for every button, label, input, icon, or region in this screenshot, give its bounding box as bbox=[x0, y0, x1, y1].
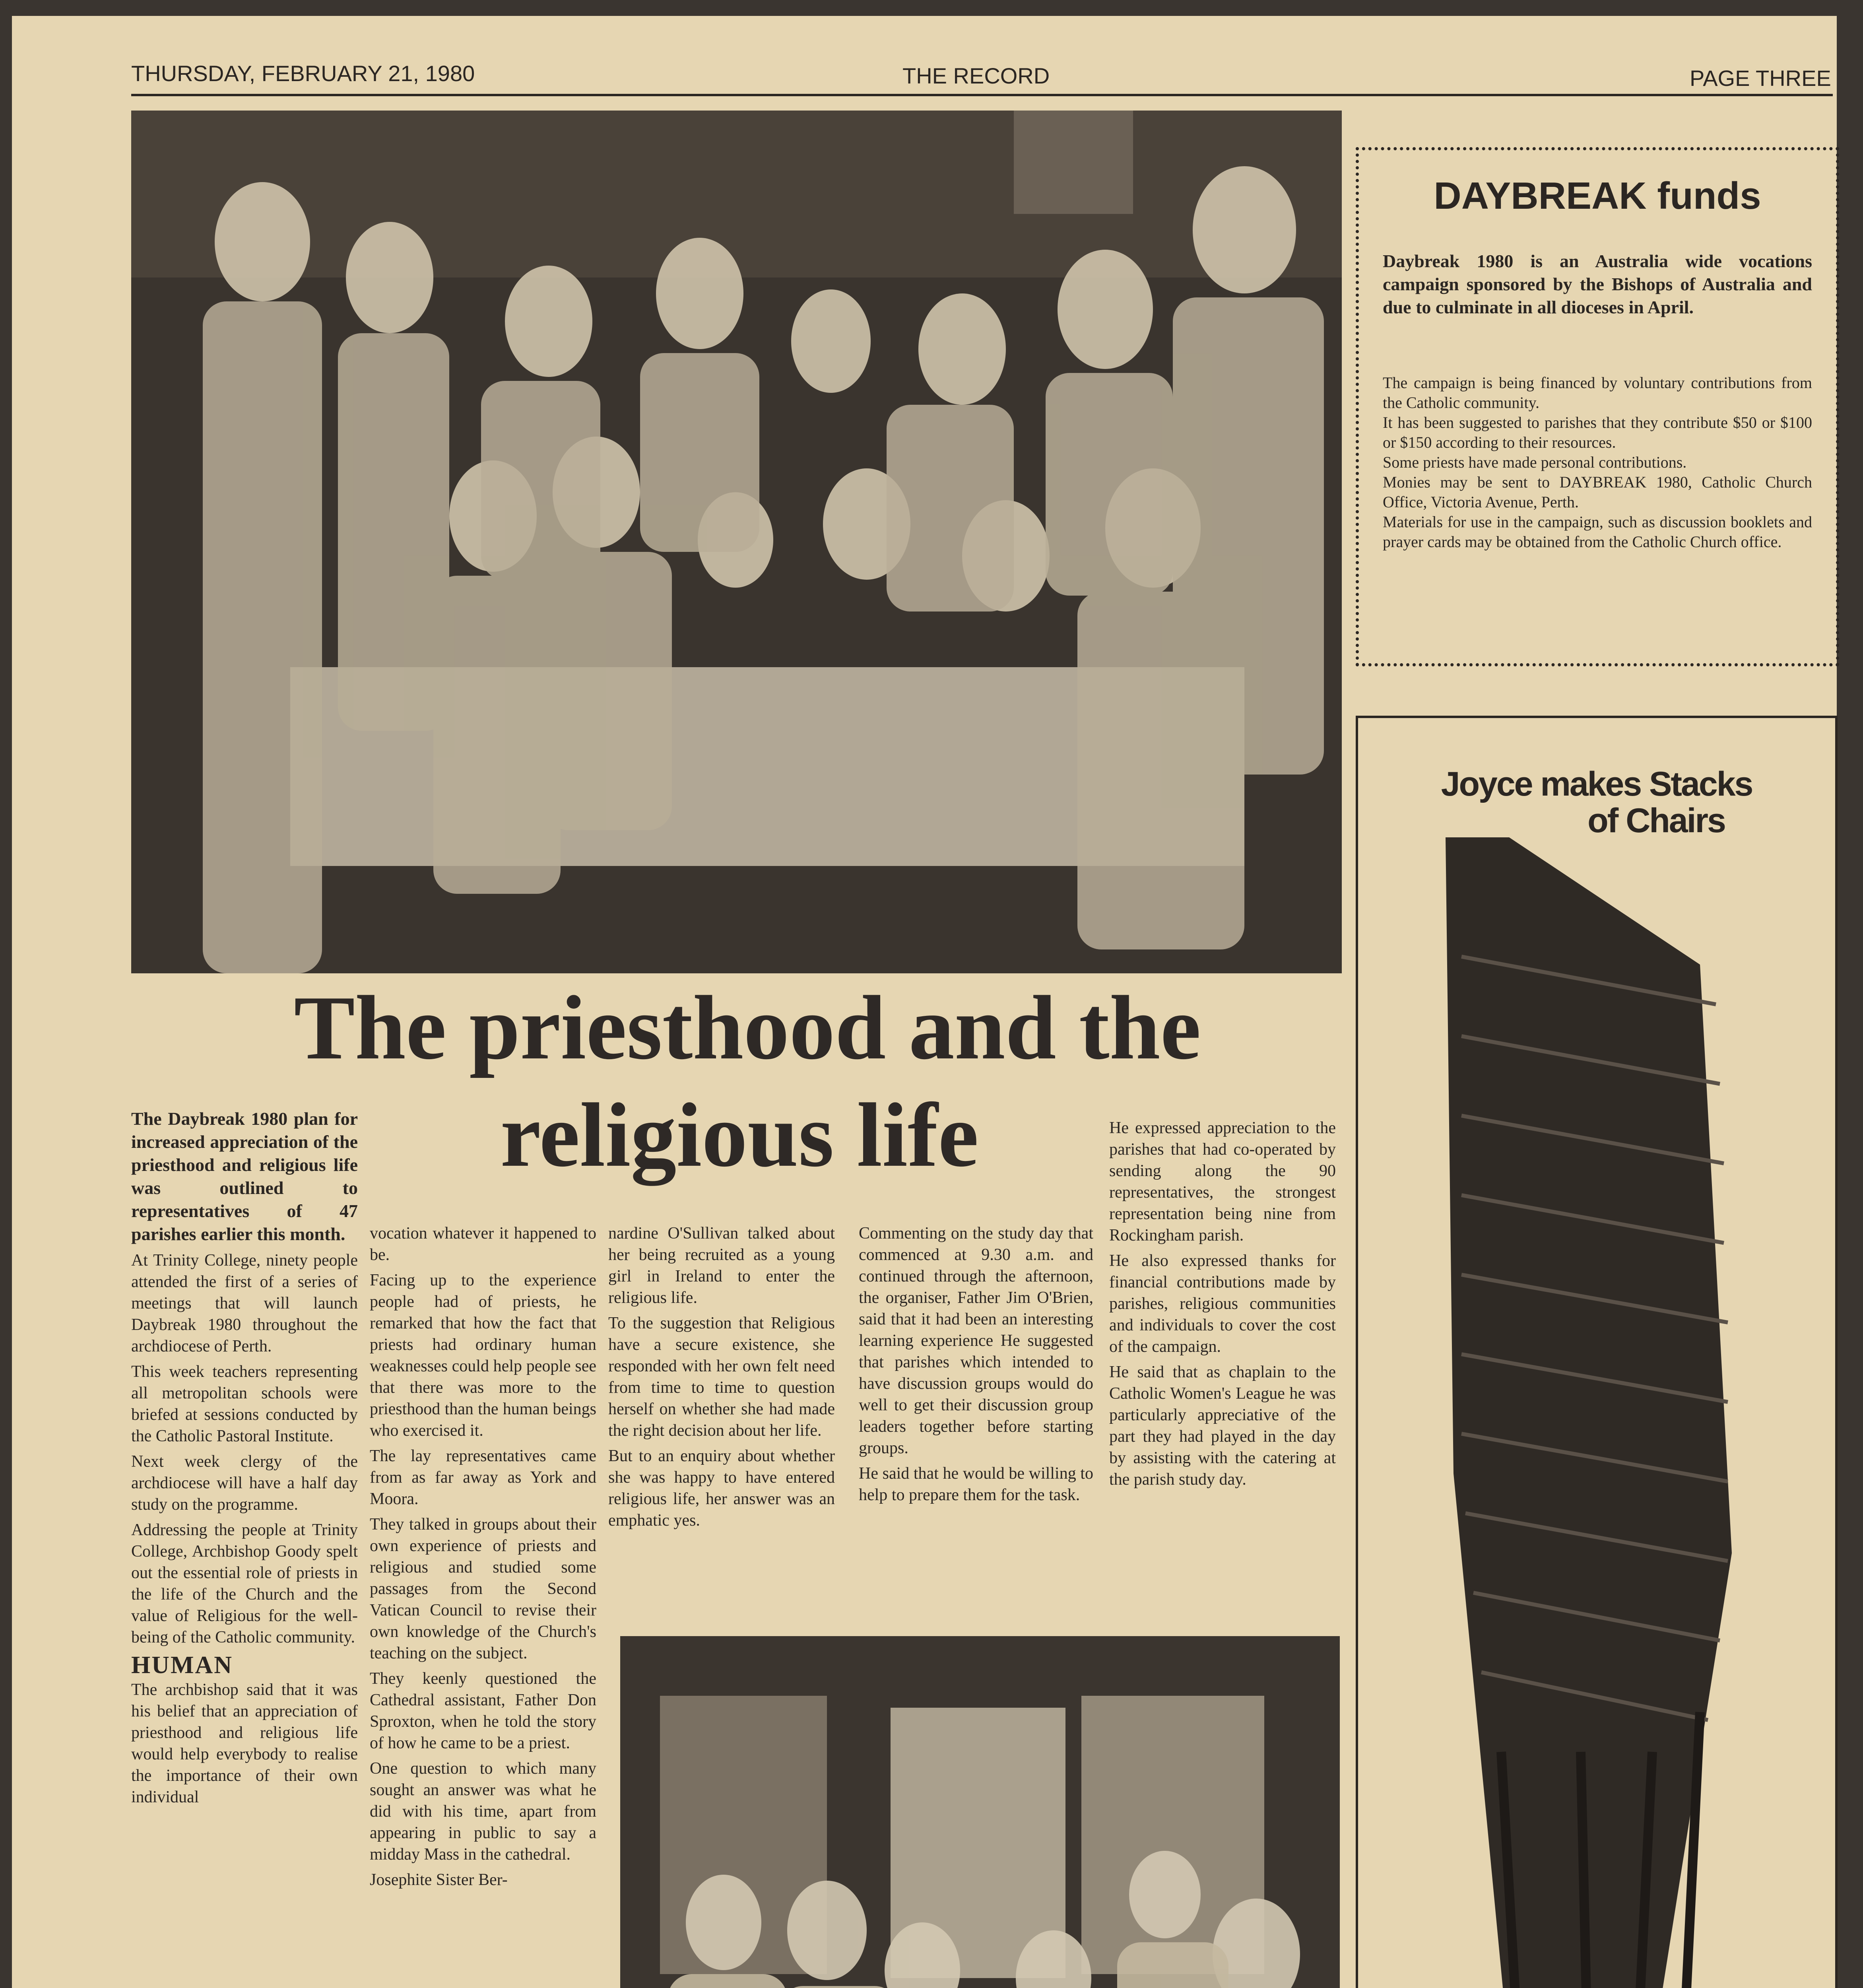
paragraph: They keenly questioned the Cathedral assistant, Father Don Sproxton, when he told the story of how he came to be a priest. bbox=[370, 1670, 596, 1752]
paragraph: Next week clergy of the archdiocese will have a half day study on the programme. bbox=[131, 1452, 358, 1514]
paragraph: At Trinity College, ninety people attended the first of a series of meetings that will launch Daybreak 1980 throughout the archdiocese of Perth. bbox=[131, 1251, 358, 1355]
paragraph: The lay representatives came from as far away as York and Moora. bbox=[370, 1447, 596, 1508]
paragraph: One question to which many sought an answer was what he did with his time, apart from appearing in public to say a midday Mass in the cathedral. bbox=[370, 1759, 596, 1864]
daybreak-title: DAYBREAK funds bbox=[1434, 175, 1761, 217]
paragraph: It has been suggested to parishes that they contribute $50 or $100 or $150 according to their resources. bbox=[1383, 414, 1812, 451]
subheading-human: HUMAN bbox=[131, 1652, 233, 1679]
group-photo-bottom bbox=[620, 1636, 1340, 1988]
paragraph: vocation whatever it happened to be. bbox=[370, 1224, 596, 1264]
paragraph: He said that he would be willing to help to prepare them for the task. bbox=[859, 1464, 1093, 1504]
paragraph: This week teachers representing all metropolitan schools were briefed at sessions conducted by the Catholic Pastoral Institute. bbox=[131, 1363, 358, 1445]
paragraph: The campaign is being financed by voluntary contributions from the Catholic community. bbox=[1383, 374, 1812, 412]
daybreak-funds-box bbox=[1356, 147, 1839, 666]
joyce-headline-1: Joyce makes Stacks bbox=[1441, 765, 1752, 803]
page-number: PAGE THREE bbox=[1690, 66, 1831, 91]
paragraph: Some priests have made personal contributions. bbox=[1383, 453, 1687, 471]
article-lead: The Daybreak 1980 plan for increased appreciation of the priesthood and religious life was outlined to representatives of 47 parishes earlier this month. bbox=[131, 1109, 358, 1244]
stacked-chairs-illustration bbox=[1430, 837, 1748, 1988]
paragraph: He also expressed thanks for financial contributions made by parishes, religious communities and individuals to cover the cost of the campaign. bbox=[1109, 1252, 1336, 1356]
paragraph: They talked in groups about their own experience of priests and religious and studied some passages from the Second Vatican Council to revise their own knowledge of the Church's teaching on the subject. bbox=[370, 1515, 596, 1662]
article-column-3 bbox=[608, 1223, 835, 1535]
joyce-headline-2: of Chairs bbox=[1587, 802, 1725, 840]
paragraph: To the suggestion that Religious have a secure existence, she responded with her own felt need from time to time to question herself on whether she had made the right decision about her life. bbox=[608, 1314, 835, 1440]
article-column-5 bbox=[1109, 1117, 1336, 1494]
header-rule bbox=[131, 94, 1833, 96]
headline-line-2: religious life bbox=[500, 1084, 979, 1186]
paragraph: The archbishop said that it was his belief that an appreciation of priesthood and religious life would help everybody to realise the importance of their own individual bbox=[131, 1681, 358, 1806]
article-column-4 bbox=[859, 1223, 1093, 1510]
headline-line-1: The priesthood and the bbox=[294, 977, 1201, 1078]
daybreak-body bbox=[1383, 373, 1812, 552]
paragraph: Monies may be sent to DAYBREAK 1980, Catholic Church Office, Victoria Avenue, Perth. bbox=[1383, 473, 1812, 511]
issue-date: THURSDAY, FEBRUARY 21, 1980 bbox=[131, 61, 475, 86]
paragraph: Josephite Sister Ber- bbox=[370, 1871, 508, 1889]
joyce-chairs-ad bbox=[1356, 716, 1838, 1988]
newspaper-page bbox=[12, 16, 1837, 1988]
article-column-2 bbox=[370, 1223, 596, 1895]
group-photo-top bbox=[131, 111, 1342, 973]
paragraph: But to an enquiry about whether she was happy to have entered religious life, her answer was an emphatic yes. bbox=[608, 1447, 835, 1530]
newspaper-name: THE RECORD bbox=[902, 63, 1050, 88]
paragraph: Facing up to the experience people had of priests, he remarked that how the fact that priests had ordinary human weaknesses could help people see that there was more to the priesthood than the human beings who exercised it. bbox=[370, 1271, 596, 1440]
paragraph: Commenting on the study day that commenced at 9.30 a.m. and continued through the afternoon, the organiser, Father Jim O'Brien, said that it had been an interesting learning experience He suggested that parishes which intended to have discussion groups would do well to get their discussion group leaders together before starting groups. bbox=[859, 1224, 1093, 1457]
paragraph: Materials for use in the campaign, such as discussion booklets and prayer cards may be obtained from the Catholic Church office. bbox=[1383, 513, 1812, 551]
daybreak-intro: Daybreak 1980 is an Australia wide vocations campaign sponsored by the Bishops of Australia and due to culminate in all dioceses in April. bbox=[1383, 251, 1812, 317]
joyce-headline bbox=[1358, 766, 1835, 839]
paragraph: He expressed appreciation to the parishes that had co-operated by sending along the 90 representatives, the strongest representation being nine from Rockingham parish. bbox=[1109, 1119, 1336, 1244]
paragraph: Addressing the people at Trinity College, Archbishop Goody spelt out the essential role of priests in the life of the Church and the value of Religious for the well-being of the Catholic community. bbox=[131, 1521, 358, 1646]
article-column-1 bbox=[131, 1107, 358, 1812]
paragraph: nardine O'Sullivan talked about her being recruited as a young girl in Ireland to enter the religious life. bbox=[608, 1224, 835, 1307]
paragraph: He said that as chaplain to the Catholic Women's League he was particularly appreciative of the part they had played in the day by assisting with the catering at the parish study day. bbox=[1109, 1363, 1336, 1489]
